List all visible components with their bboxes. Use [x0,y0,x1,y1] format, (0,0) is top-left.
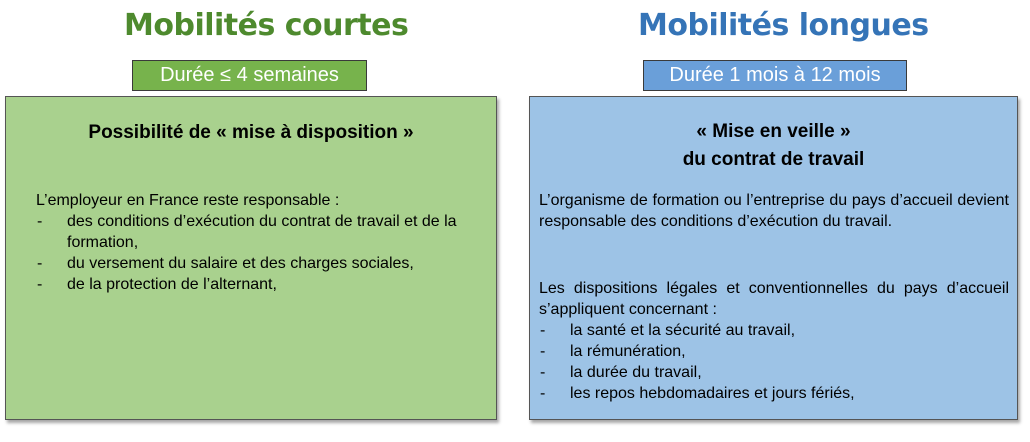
list-item: - des conditions d’exécution du contrat de travail et de la formation, [33,211,483,253]
list-item: - les repos hebdomadaires et jours fériés, [536,383,1006,404]
short-mobility-card [5,96,497,420]
short-mobility-duration-tag: Durée ≤ 4 semaines [132,60,367,91]
short-mobility-heading: Mobilités courtes [124,8,409,43]
list-item: - la durée du travail, [536,362,1006,383]
long-mobility-card-title-line1: « Mise en veille » [696,121,851,142]
short-mobility-responsibility-list [33,211,483,295]
long-mobility-card-title-line2: du contrat de travail [682,149,865,170]
long-mobility-duration-tag: Durée 1 mois à 12 mois [643,60,907,91]
long-mobility-paragraph-2: Les dispositions légales et conventionnelles du pays d’accueil s’appliquent concernant : [539,280,1009,318]
long-mobility-heading: Mobilités longues [638,8,929,43]
short-mobility-intro: L’employeur en France reste responsable : [36,192,340,209]
long-mobility-paragraph-1: L’organisme de formation ou l’entreprise du pays d’accueil devient responsable des conditions d’exécution du travail. [539,192,1009,230]
long-mobility-card-title [530,118,1017,174]
list-item: - la santé et la sécurité au travail, [536,320,1006,341]
short-mobility-card-title: Possibilité de « mise à disposition » [88,122,414,143]
list-item: - du versement du salaire et des charges sociales, [33,253,483,274]
long-mobility-provisions-list [536,320,1006,404]
list-item: - la rémunération, [536,341,1006,362]
list-item: - de la protection de l’alternant, [33,274,483,295]
long-mobility-card [529,96,1018,420]
